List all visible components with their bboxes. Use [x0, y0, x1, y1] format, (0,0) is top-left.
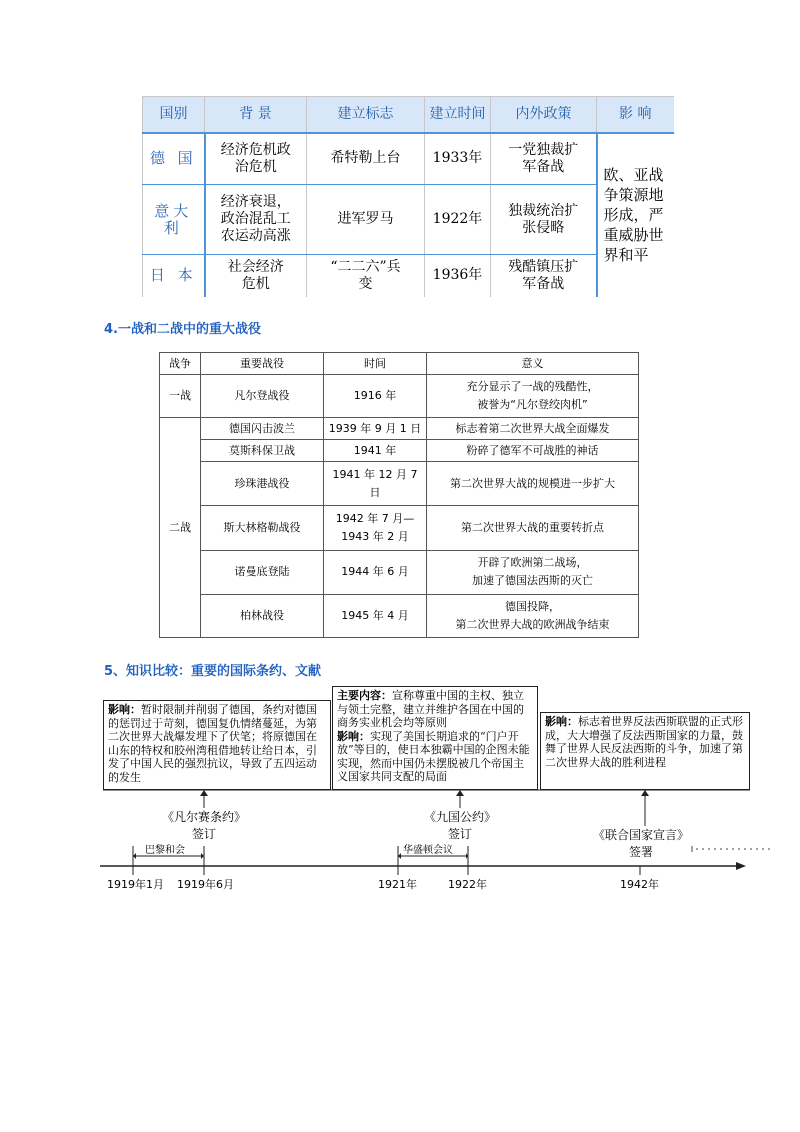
- mark-cell: 希特勒上台: [307, 133, 425, 185]
- versailles-label: [158, 808, 250, 842]
- policy-text: 独裁统治扩张侵略: [508, 202, 579, 236]
- time-line-1: 1942 年 7 月—: [335, 512, 415, 526]
- mark-cell: 进军罗马: [307, 185, 425, 255]
- mark-text: “二二六”兵变: [330, 258, 401, 292]
- battle-cell: 珍珠港战役: [201, 462, 324, 506]
- nine-power-label: [420, 808, 500, 842]
- meaning-line-2: 第二次世界大战的欧洲战争结束: [455, 617, 610, 631]
- impact-label: 影响：: [545, 715, 578, 728]
- war-cell: 二战: [160, 418, 201, 638]
- section-4-heading: 4.一战和二战中的重大战役: [104, 322, 261, 337]
- impact-label: 影响：: [337, 729, 370, 743]
- time-cell: 1941 年: [324, 440, 427, 462]
- meaning-cell: 第二次世界大战的规模进一步扩大: [427, 462, 639, 506]
- meaning-line-2: 加速了德国法西斯的灭亡: [472, 574, 593, 588]
- content-body: 宣称尊重中国的主权、独立与领土完整，建立并维护各国在中国的商务实业机会均等原则: [337, 689, 524, 729]
- war-cell: 一战: [160, 375, 201, 418]
- year-label: 1919年1月: [107, 878, 164, 891]
- treaty-name: 《凡尔赛条约》: [161, 810, 246, 824]
- battle-cell: 斯大林格勒战役: [201, 506, 324, 550]
- treaty-name: 《九国公约》: [423, 810, 496, 824]
- time-cell: 1933年: [425, 133, 491, 185]
- meaning-cell: 标志着第二次世界大战全面爆发: [427, 418, 639, 440]
- policy-text: 残酷镇压扩军备战: [508, 258, 579, 292]
- header-impact: 影 响: [597, 97, 674, 133]
- impact-label: 影响：: [108, 703, 141, 716]
- section-5-heading: 5、知识比较：重要的国际条约、文献: [104, 664, 322, 679]
- background-text: 经济危机政治危机: [220, 141, 291, 175]
- time-line-2: 1943 年 2 月: [341, 530, 409, 544]
- battle-cell: 德国闪击波兰: [201, 418, 324, 440]
- year-label: 1922年: [448, 878, 487, 891]
- impact-body: 标志着世界反法西斯联盟的正式形成，大大增强了反法西斯国家的力量，鼓舞了世界人民反法西斯的斗争，加速了第二次世界大战的胜利进程: [545, 715, 743, 769]
- time-cell: 1944 年 6 月: [324, 550, 427, 594]
- header-policy: 内外政策: [491, 97, 597, 133]
- header-meaning: 意义: [427, 353, 639, 375]
- treaty-name: 《联合国家宣言》: [592, 828, 689, 842]
- country-cell: 德 国: [143, 133, 205, 185]
- meaning-cell: 第二次世界大战的重要转折点: [427, 506, 639, 550]
- time-line-2: 日: [369, 485, 381, 499]
- country-cell: 意大利: [143, 185, 205, 255]
- year-label: 1921年: [378, 878, 417, 891]
- content-label: 主要内容：: [337, 689, 392, 702]
- treaty-action: 签订: [447, 827, 472, 841]
- paris-conference-label: 巴黎和会: [145, 845, 185, 856]
- year-label: 1942年: [620, 878, 659, 891]
- battle-cell: 凡尔登战役: [201, 375, 324, 418]
- un-declaration-label: [586, 826, 696, 860]
- meaning-line-2: 被誉为“凡尔登绞肉机”: [477, 398, 588, 412]
- battle-cell: 诺曼底登陆: [201, 550, 324, 594]
- meaning-line-1: 充分显示了一战的残酷性，: [466, 380, 599, 394]
- time-cell: 1936年: [425, 255, 491, 297]
- arrow-head: [456, 790, 464, 796]
- header-country: 国别: [143, 97, 205, 133]
- axis-arrow-head: [736, 862, 746, 870]
- header-time: 建立时间: [425, 97, 491, 133]
- meaning-line-1: 德国投降，: [505, 599, 560, 613]
- arrow-head: [641, 790, 649, 796]
- country-cell: 日 本: [143, 255, 205, 297]
- header-time: 时间: [324, 353, 427, 375]
- year-label: 1919年6月: [177, 878, 234, 891]
- header-background: 背 景: [205, 97, 307, 133]
- meaning-cell: 粉碎了德军不可战胜的神话: [427, 440, 639, 462]
- treaty-action: 签订: [191, 827, 216, 841]
- background-text: 社会经济危机: [227, 258, 284, 292]
- header-war: 战争: [160, 353, 201, 375]
- battle-cell: 莫斯科保卫战: [201, 440, 324, 462]
- background-text: 经济衰退，政治混乱工农运动高涨: [220, 194, 291, 244]
- header-battle: 重要战役: [201, 353, 324, 375]
- washington-conference-label: 华盛顿会议: [403, 845, 453, 856]
- time-cell: 1916 年: [324, 375, 427, 418]
- impact-body: 暂时限制并削弱了德国，条约对德国的惩罚过于苛刻，德国复仇情绪蔓延，为第二次世界大战爆发埋下了伏笔；将原德国在山东的特权和胶州湾租借地转让给日本，引发了中国人民的强烈抗议，导致了五四运动的发生: [108, 703, 317, 784]
- time-cell: 1945 年 4 月: [324, 594, 427, 637]
- impact-body: 实现了美国长期追求的“门户开放”等目的，使日本独霸中国的企图未能实现，然而中国仍未摆脱被几个帝国主义国家共同支配的局面: [337, 729, 530, 783]
- treaty-action: 签署: [628, 845, 653, 859]
- policy-text: 一党独裁扩军备战: [508, 141, 579, 175]
- time-cell: 1939 年 9 月 1 日: [324, 418, 427, 440]
- time-line-1: 1941 年 12 月 7: [332, 467, 418, 481]
- time-cell: 1922年: [425, 185, 491, 255]
- header-mark: 建立标志: [307, 97, 425, 133]
- battle-cell: 柏林战役: [201, 594, 324, 637]
- arrow-head: [200, 790, 208, 796]
- meaning-line-1: 开辟了欧洲第二战场，: [477, 556, 588, 570]
- impact-text: 欧、亚战争策源地形成，严重威胁世界和平: [603, 166, 664, 264]
